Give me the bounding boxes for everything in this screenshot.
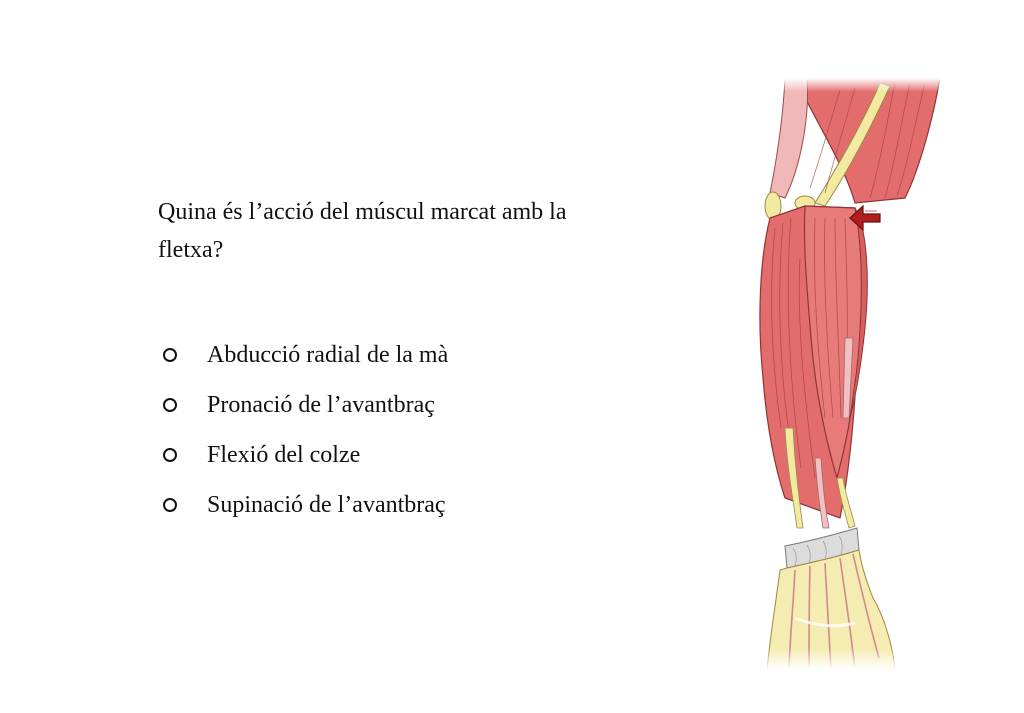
radio-button-icon[interactable] — [163, 498, 177, 512]
option-pronacio[interactable] — [158, 380, 448, 430]
forearm-anatomy-figure — [745, 78, 950, 670]
option-label: Supinació de l’avantbraç — [207, 491, 446, 518]
option-supinacio[interactable] — [158, 480, 448, 530]
option-label: Pronació de l’avantbraç — [207, 391, 435, 418]
option-flexio-colze[interactable] — [158, 430, 448, 480]
option-label: Flexió del colze — [207, 441, 361, 468]
answer-options — [158, 330, 448, 530]
question-text: Quina és l’acció del múscul marcat amb la fletxa? — [158, 199, 567, 263]
forearm-muscles-illustration — [745, 78, 950, 670]
option-abduccio-radial[interactable] — [158, 330, 448, 380]
radio-button-icon[interactable] — [163, 398, 177, 412]
radio-button-icon[interactable] — [163, 448, 177, 462]
option-label: Abducció radial de la mà — [207, 341, 449, 368]
radio-button-icon[interactable] — [163, 348, 177, 362]
